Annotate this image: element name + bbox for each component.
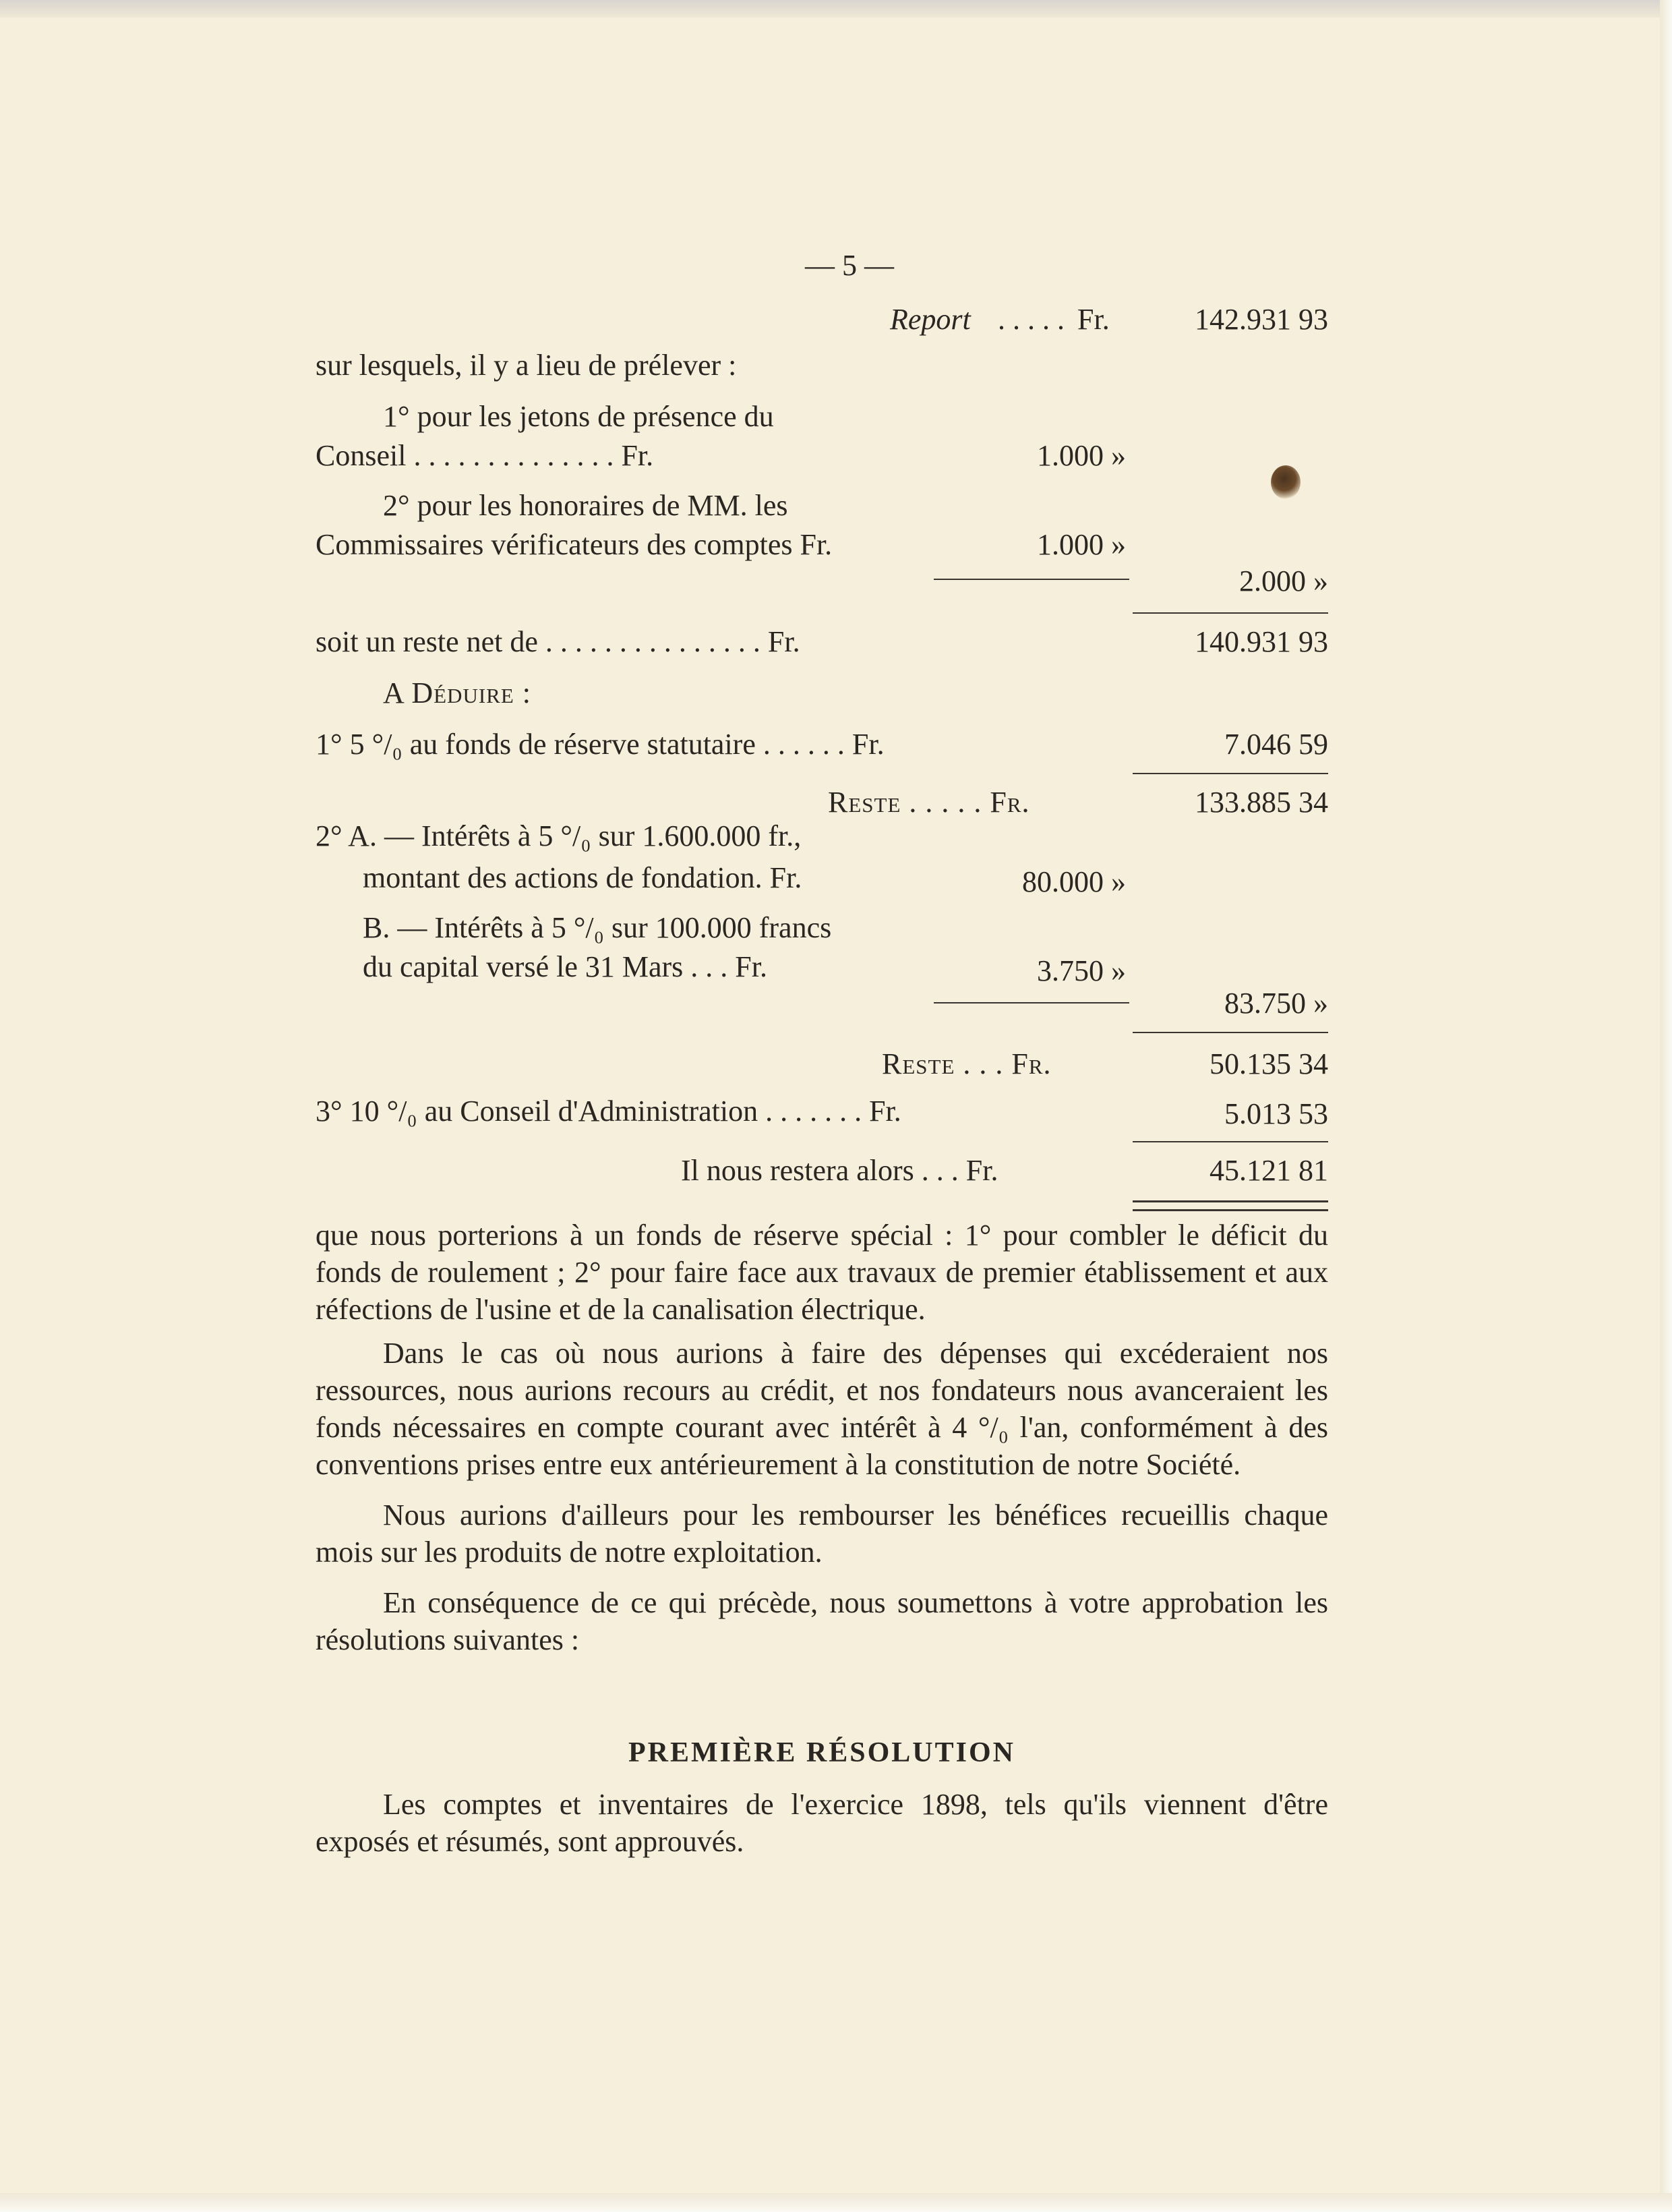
total-rule-3 xyxy=(1133,1032,1328,1033)
reste-net-amount: 140.931 93 xyxy=(1195,625,1328,658)
paragraph-4: En conséquence de ce qui précède, nous soumettons à votre approbation les résolutions suivantes : xyxy=(316,1586,1328,1656)
paragraph-3: Nous aurions d'ailleurs pour les rembourser les bénéfices recueillis chaque mois sur les produits de notre exploitation. xyxy=(316,1498,1328,1569)
reste-net-label: soit un reste net de . . . . . . . . . . . . . . . Fr. xyxy=(316,625,800,658)
item-b-amount: 3.750 » xyxy=(1037,954,1126,987)
item-a-amount: 80.000 » xyxy=(1022,865,1126,898)
resolution-heading: PREMIÈRE RÉSOLUTION xyxy=(628,1737,1015,1768)
total-rule-2 xyxy=(1133,773,1328,774)
reste2-label: Reste . . . Fr. xyxy=(882,1047,1052,1080)
item2-line2: Commissaires vérificateurs des comptes Fr. xyxy=(316,528,833,561)
item1-amount: 1.000 » xyxy=(1037,439,1126,472)
paragraph-5: Les comptes et inventaires de l'exercice 1898, tels qu'ils viennent d'être exposés et résumés, sont approuvés. xyxy=(316,1788,1328,1858)
reserve-label: 1° 5 °/₀ au fonds de réserve statutaire . . . . . . Fr. xyxy=(316,728,885,761)
item-a-line1: 2° A. — Intérêts à 5 °/₀ sur 1.600.000 fr., xyxy=(316,819,802,852)
restera-amount: 45.121 81 xyxy=(1210,1154,1328,1187)
subtotal1-amount: 2.000 » xyxy=(1239,564,1328,598)
scan-edge-right xyxy=(1660,0,1672,2212)
scan-edge-top xyxy=(0,0,1672,18)
a-deduire-heading: A Déduire : xyxy=(383,676,531,709)
conseil-label: 3° 10 °/₀ au Conseil d'Administration . . . . . . . Fr. xyxy=(316,1095,901,1128)
ink-stain xyxy=(1271,465,1301,499)
subtotal-rule-2 xyxy=(934,1002,1129,1003)
restera-label: Il nous restera alors . . . Fr. xyxy=(681,1154,998,1187)
resolution-body xyxy=(316,1786,1328,1860)
paragraph-2: Dans le cas où nous aurions à faire des dépenses qui excéderaient nos ressources, nous aurions recours au crédit, et nos fondateurs nous avanceraient les fonds nécessaires en compte courant avec intérêt à 4 °/₀ l'an, conformément à des conventions prises entre eux antérieurement à la constitution de notre Société. xyxy=(316,1337,1328,1481)
total-rule-4 xyxy=(1133,1141,1328,1142)
report-dots: . . . . . xyxy=(998,303,1065,336)
conseil-amount: 5.013 53 xyxy=(1224,1097,1328,1130)
reste2-amount: 50.135 34 xyxy=(1210,1047,1328,1080)
report-fr: Fr. xyxy=(1077,303,1110,336)
reserve-amount: 7.046 59 xyxy=(1224,728,1328,761)
intro-text: sur lesquels, il y a lieu de prélever : xyxy=(316,349,737,382)
paragraph-1: que nous porterions à un fonds de réserve spécial : 1° pour combler le déficit du fonds de roulement ; 2° pour faire face aux travaux de premier établissement et aux réfections de l'usine et de la canalisation électrique. xyxy=(316,1219,1328,1326)
item-a-line2: montant des actions de fondation. Fr. xyxy=(363,861,802,894)
total-rule-1 xyxy=(1133,612,1328,614)
report-amount: 142.931 93 xyxy=(1195,303,1328,336)
reste1-label: Reste . . . . . Fr. xyxy=(828,786,1030,819)
item-b-line2: du capital versé le 31 Mars . . . Fr. xyxy=(363,950,767,983)
page-number: — 5 — xyxy=(805,249,894,282)
reste1-amount: 133.885 34 xyxy=(1195,786,1328,819)
item1-line1: 1° pour les jetons de présence du xyxy=(383,400,774,433)
item-b-line1: B. — Intérêts à 5 °/₀ sur 100.000 francs xyxy=(363,911,832,944)
scan-edge-bottom xyxy=(0,2193,1672,2212)
item2-amount: 1.000 » xyxy=(1037,528,1126,561)
body-paragraphs xyxy=(316,1217,1328,1658)
subtotal2-amount: 83.750 » xyxy=(1224,987,1328,1020)
report-label: Report xyxy=(890,303,971,336)
final-double-rule xyxy=(1133,1200,1328,1211)
subtotal-rule-1 xyxy=(934,579,1129,580)
item1-line2: Conseil . . . . . . . . . . . . . . Fr. xyxy=(316,439,654,472)
item2-line1: 2° pour les honoraires de MM. les xyxy=(383,489,788,522)
